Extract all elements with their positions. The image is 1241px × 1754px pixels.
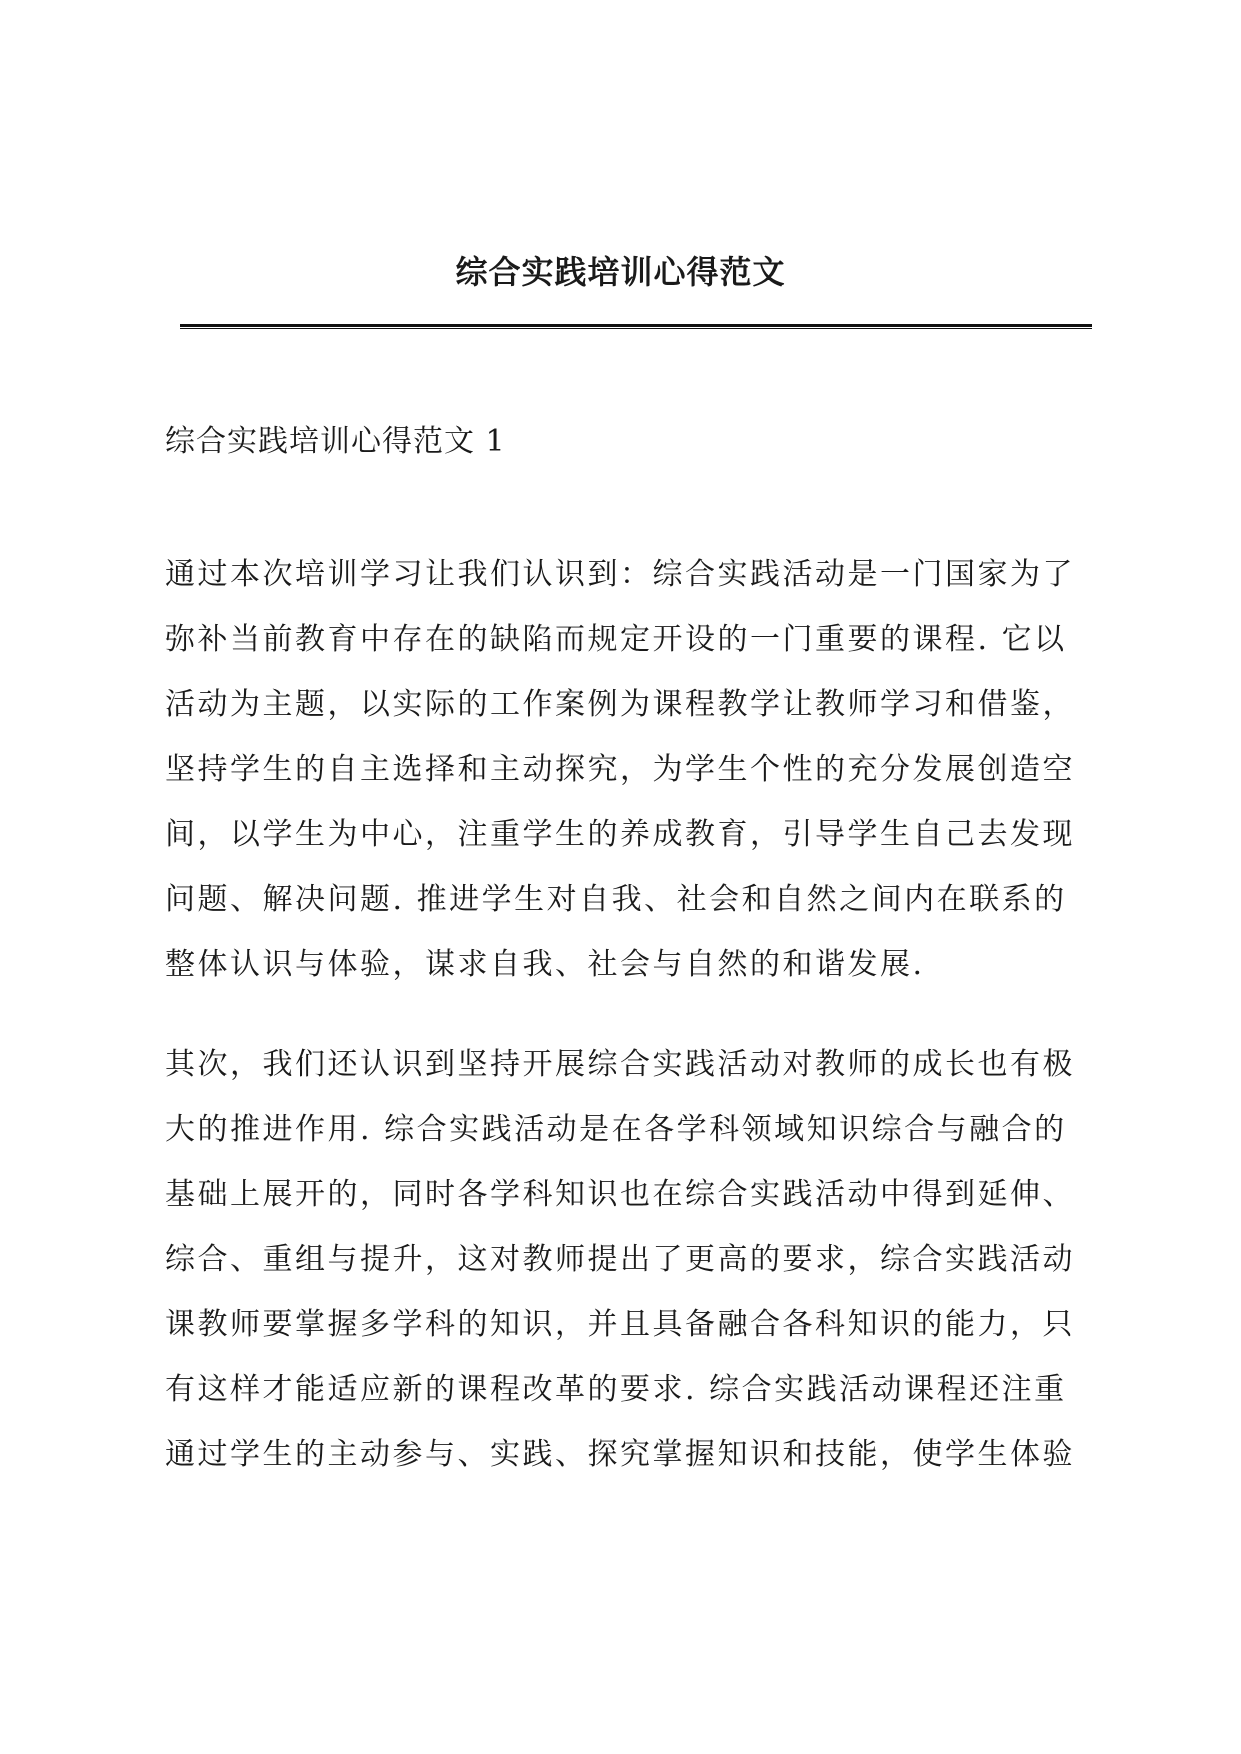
paragraph-line: 弥补当前教育中存在的缺陷而规定开设的一门重要的课程. 它以	[165, 622, 1067, 657]
paragraph-line: 通过学生的主动参与、实践、探究掌握知识和技能，使学生体验	[165, 1437, 1075, 1472]
paragraph-1	[165, 542, 1085, 997]
paragraph-line: 坚持学生的自主选择和主动探究，为学生个性的充分发展创造空	[165, 752, 1075, 787]
paragraph-2	[165, 1032, 1085, 1487]
paragraph-line: 有这样才能适应新的课程改革的要求. 综合实践活动课程还注重	[165, 1372, 1067, 1407]
paragraph-line: 大的推进作用. 综合实践活动是在各学科领域知识综合与融合的	[165, 1112, 1067, 1147]
paragraph-line: 基础上展开的，同时各学科知识也在综合实践活动中得到延伸、	[165, 1177, 1075, 1212]
paragraph-line: 活动为主题，以实际的工作案例为课程教学让教师学习和借鉴，	[165, 687, 1075, 722]
paragraph-line: 课教师要掌握多学科的知识，并且具备融合各科知识的能力，只	[165, 1307, 1075, 1342]
document-title: 综合实践培训心得范文	[455, 253, 786, 291]
section-heading: 综合实践培训心得范文 1	[165, 424, 506, 459]
paragraph-line: 其次，我们还认识到坚持开展综合实践活动对教师的成长也有极	[165, 1047, 1075, 1082]
paragraph-line: 通过本次培训学习让我们认识到：综合实践活动是一门国家为了	[165, 557, 1075, 592]
paragraph-line: 问题、解决问题. 推进学生对自我、社会和自然之间内在联系的	[165, 882, 1067, 917]
paragraph-line: 间，以学生为中心，注重学生的养成教育，引导学生自己去发现	[165, 817, 1075, 852]
title-double-rule	[180, 324, 1092, 329]
paragraph-line: 综合、重组与提升，这对教师提出了更高的要求，综合实践活动	[165, 1242, 1075, 1277]
paragraph-line: 整体认识与体验，谋求自我、社会与自然的和谐发展.	[165, 947, 925, 982]
